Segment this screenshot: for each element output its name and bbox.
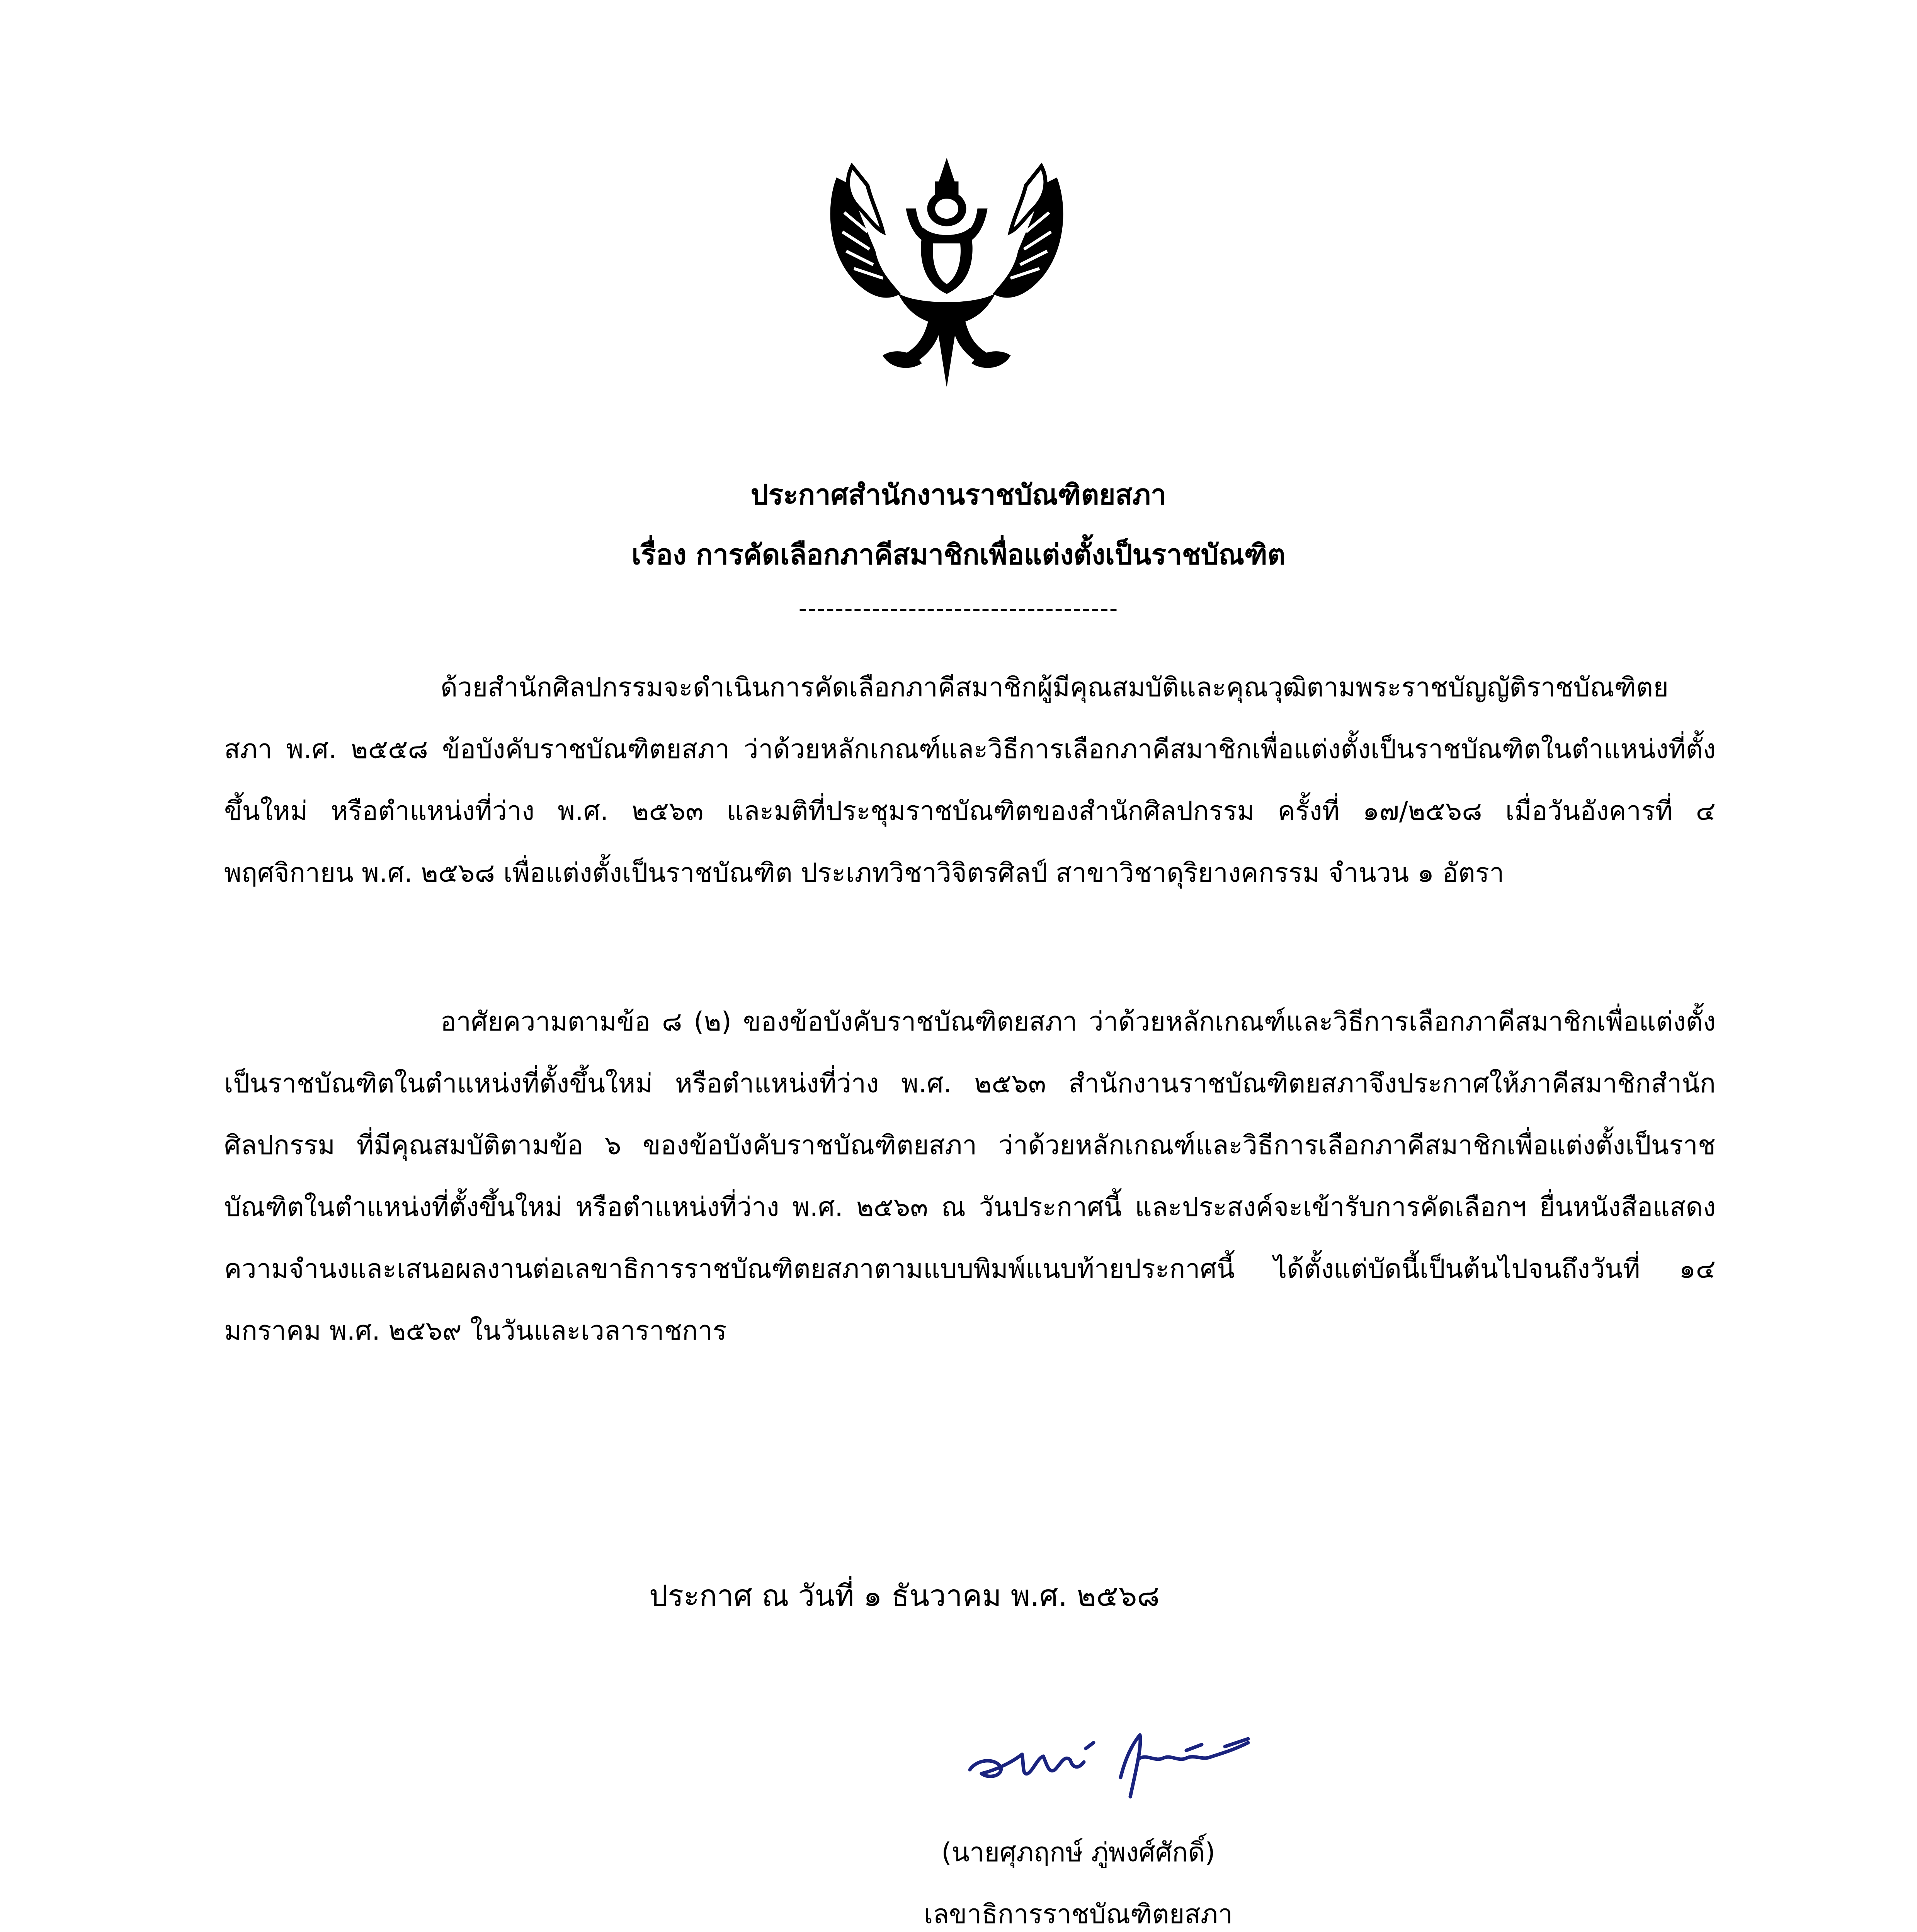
signer-title: เลขาธิการราชบัณฑิตยสภา <box>924 1899 1233 1930</box>
garuda-emblem-icon <box>821 155 1072 394</box>
announcement-title: ประกาศสำนักงานราชบัณฑิตยสภา <box>750 478 1167 511</box>
announcement-subject: เรื่อง การคัดเลือกภาคีสมาชิกเพื่อแต่งตั้งเป็นราชบัณฑิต <box>631 538 1286 571</box>
announcement-dateline: ประกาศ ณ วันที่ ๑ ธันวาคม พ.ศ. ๒๕๖๘ <box>649 1578 1160 1613</box>
handwritten-signature-icon <box>954 1712 1302 1812</box>
signer-name: (นายศุภฤกษ์ ภู่พงศ์ศักดิ์) <box>941 1837 1215 1868</box>
body-paragraph-1: ด้วยสำนักศิลปกรรมจะดำเนินการคัดเลือกภาคีสมาชิกผู้มีคุณสมบัติและคุณวุฒิตามพระราชบัญญัติราชบัณฑิตยสภา พ.ศ. ๒๕๕๘ ข้อบังคับราชบัณฑิตยสภา ว่าด้วยหลักเกณฑ์และวิธีการเลือกภาคีสมาชิกเพื่อแต่งตั้งเป็นราชบัณฑิตในตำแหน่งที่ตั้งขึ้นใหม่ หรือตำแหน่งที่ว่าง พ.ศ. ๒๕๖๓ และมติที่ประชุมราชบัณฑิตของสำนักศิลปกรรม ครั้งที่ ๑๗/๒๕๖๘ เมื่อวันอังคารที่ ๔ พฤศจิกายน พ.ศ. ๒๕๖๘ เพื่อแต่งตั้งเป็นราชบัณฑิต ประเภทวิชาวิจิตรศิลป์ สาขาวิชาดุริยางคกรรม จำนวน ๑ อัตรา <box>224 672 1716 888</box>
title-divider: ----------------------------------- <box>798 595 1119 622</box>
body-paragraph-2: อาศัยความตามข้อ ๘ (๒) ของข้อบังคับราชบัณฑิตยสภา ว่าด้วยหลักเกณฑ์และวิธีการเลือกภาคีสมาชิกเพื่อแต่งตั้งเป็นราชบัณฑิตในตำแหน่งที่ตั้งขึ้นใหม่ หรือตำแหน่งที่ว่าง พ.ศ. ๒๕๖๓ สำนักงานราชบัณฑิตยสภาจึงประกาศให้ภาคีสมาชิกสำนักศิลปกรรม ที่มีคุณสมบัติตามข้อ ๖ ของข้อบังคับราชบัณฑิตยสภา ว่าด้วยหลักเกณฑ์และวิธีการเลือกภาคีสมาชิกเพื่อแต่งตั้งเป็นราชบัณฑิตในตำแหน่งที่ตั้งขึ้นใหม่ หรือตำแหน่งที่ว่าง พ.ศ. ๒๕๖๓ ณ วันประกาศนี้ และประสงค์จะเข้ารับการคัดเลือกฯ ยื่นหนังสือแสดงความจำนงและเสนอผลงานต่อเลขาธิการราชบัณฑิตยสภาตามแบบพิมพ์แนบท้ายประกาศนี้ ได้ตั้งแต่บัดนี้เป็นต้นไปจนถึงวันที่ ๑๔ มกราคม พ.ศ. ๒๕๖๙ ในวันและเวลาราชการ <box>224 1007 1716 1346</box>
